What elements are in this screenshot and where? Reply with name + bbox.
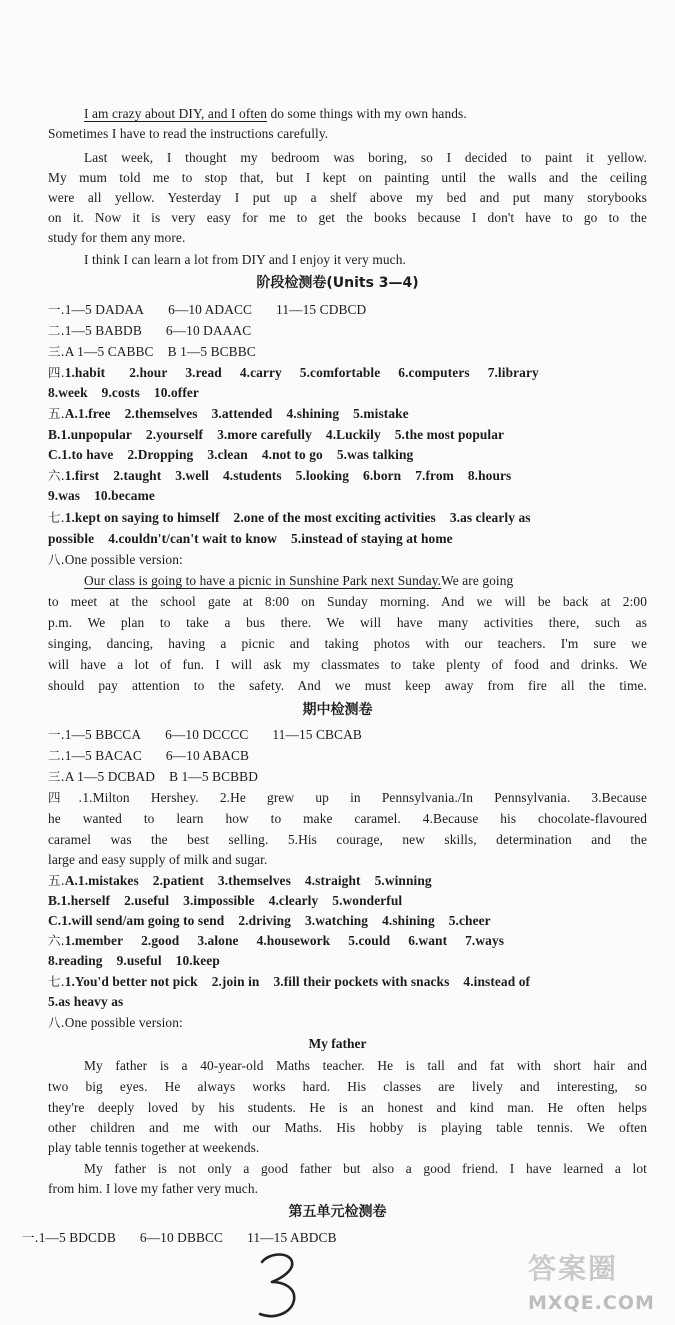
model-essay-label: One possible version: [64, 1015, 183, 1030]
s1-essay-line-4: singing, dancing, having a picnic and taking photos with our teachers. I'm sure we [48, 636, 647, 651]
s1-row-6b [48, 486, 647, 506]
s2-essay-line-5: play table tennis together at weekends. [48, 1140, 260, 1155]
row-number: 五. [48, 406, 65, 421]
watermark-logo: 答案圈 [528, 1252, 619, 1285]
row-number: 一. [22, 1230, 39, 1245]
answer-group: 11—15 ABDCB [247, 1230, 337, 1245]
row-number: 六. [48, 468, 65, 483]
handwritten-page-number [254, 1248, 304, 1324]
s2-essay-line-1: My father is a 40-year-old Maths teacher. He is tall and fat with short hair and [84, 1058, 647, 1073]
answer-group: 6—10 DCCCC [165, 727, 249, 742]
row-number: 四. [48, 365, 65, 380]
essay1-line-1-rest: do some things with my own hands. [270, 106, 467, 121]
s1-essay-line-1-rest: We are going [441, 573, 514, 588]
row-number: 二. [48, 748, 65, 763]
answer-item: 3.as clearly as [449, 510, 531, 525]
s2-row-8 [48, 1013, 647, 1033]
answer-item: 5.the most popular [394, 427, 505, 442]
s1-row-5 [48, 404, 647, 424]
answer-item: A.1.free [64, 406, 111, 421]
s2-row-5c [48, 911, 647, 931]
answer-item: 1.first [64, 468, 100, 483]
answer-item: 5.mistake [353, 406, 409, 421]
row-number: 三. [48, 344, 65, 359]
essay1-line-5: were all yellow. Yesterday I put up a shelf above my bed and put many storybooks [48, 190, 647, 205]
s1-row-5b [48, 425, 647, 445]
answer-item: 2.good [141, 933, 180, 948]
s2-row-7 [48, 972, 647, 992]
s1-essay-line-5: will have a lot of fun. I will ask my classmates to take plenty of food and drinks. We [48, 657, 647, 672]
essay1-line-4: My mum told me to stop that, but I kept on painting until the walls and the ceiling [48, 170, 647, 185]
answer-item: 3.impossible [183, 893, 255, 908]
answer-item: 5.wonderful [332, 893, 403, 908]
answer-group: B 1—5 BCBBD [169, 769, 258, 784]
answer-item: 1.kept on saying to himself [64, 510, 220, 525]
s1-row-2 [48, 321, 647, 341]
row-number: 三. [48, 769, 65, 784]
section-title-units-3-4: 阶段检测卷(Units 3—4) [256, 275, 419, 291]
answer-item: B.1.unpopular [48, 427, 132, 442]
answer-item: 6.want [408, 933, 448, 948]
answer-item: 8.reading [48, 953, 103, 968]
s1-row-3 [48, 342, 647, 362]
answer-item: 9.costs [101, 385, 140, 400]
row-number: 六. [48, 933, 65, 948]
answer-item: 10.became [94, 488, 155, 503]
answer-item: B.1.herself [48, 893, 111, 908]
model-essay-label: One possible version: [64, 552, 183, 567]
answer-item: 2.join in [211, 974, 260, 989]
answer-item: 4.housework [256, 933, 331, 948]
answer-item: 9.was [48, 488, 81, 503]
answer-item: 4.Luckily [325, 427, 381, 442]
answer-item: 4.shining [382, 913, 435, 928]
essay1-line-8: I think I can learn a lot from DIY and I enjoy it very much. [84, 252, 406, 267]
s2-essay-line-7: from him. I love my father very much. [48, 1181, 259, 1196]
s2-row-1 [48, 725, 647, 745]
s1-essay-line-1 [84, 571, 647, 591]
s1-row-5c [48, 445, 647, 465]
answer-item: 5.could [348, 933, 391, 948]
row-number: 二. [48, 323, 65, 338]
s2-essay-line-3: they're deeply loved by his students. He is an honest and kind man. He often helps [48, 1100, 647, 1115]
answer-group: A 1—5 DCBAD [64, 769, 156, 784]
answer-item: 8.week [48, 385, 88, 400]
section-title-midterm: 期中检测卷 [302, 702, 373, 718]
answer-item: 5.winning [374, 873, 432, 888]
row-number: 四. [48, 790, 83, 805]
answer-item: 5.comfortable [299, 365, 381, 380]
essay-title-my-father: My father [308, 1036, 367, 1051]
s2-row-6b [48, 951, 647, 971]
s2-row-3 [48, 767, 647, 787]
s1-row-4 [48, 363, 647, 383]
answer-item: 10.offer [153, 385, 199, 400]
answer-item: possible [48, 531, 95, 546]
answer-item: 1.habit [64, 365, 106, 380]
answer-group: 6—10 ADACC [168, 302, 253, 317]
s2-row-7b [48, 992, 647, 1012]
answer-group: B 1—5 BCBBC [167, 344, 256, 359]
s2-row-4-line-4: large and easy supply of milk and sugar. [48, 852, 268, 867]
s1-row-7 [48, 508, 647, 528]
row-number: 八. [48, 1015, 65, 1030]
answer-item: 4.clearly [268, 893, 319, 908]
answer-item: 3.well [175, 468, 209, 483]
s1-row-7b [48, 529, 647, 549]
s2-row-2 [48, 746, 647, 766]
answer-item: 5.cheer [448, 913, 491, 928]
row-number: 七. [48, 974, 65, 989]
section-title-unit-5: 第五单元检测卷 [288, 1204, 387, 1220]
s1-essay-topic-sentence: Our class is going to have a picnic in Sunshine Park next Sunday. [84, 573, 442, 588]
s1-essay-line-3: p.m. We plan to take a bus there. We will have many activities there, such as [48, 615, 647, 630]
answer-item: 9.useful [116, 953, 162, 968]
answer-item: 2.taught [113, 468, 162, 483]
s1-row-6 [48, 466, 647, 486]
answer-item: 5.looking [295, 468, 350, 483]
answer-item: 3.fill their pockets with snacks [273, 974, 450, 989]
s1-essay-line-6: should pay attention to the safety. And we must keep away from fire all the time. [48, 678, 647, 693]
answer-item: 7.ways [465, 933, 505, 948]
essay1-line-3: Last week, I thought my bedroom was boring, so I decided to paint it yellow. [84, 150, 647, 165]
answer-item: 3.more carefully [217, 427, 312, 442]
answer-item: 4.carry [239, 365, 282, 380]
answer-group: 11—15 CBCAB [272, 727, 362, 742]
s2-essay-line-4: other children and me with our Maths. His hobby is playing table tennis. We often [48, 1120, 647, 1135]
answer-item: 4.instead of [463, 974, 531, 989]
answer-item: 5.instead of staying at home [291, 531, 453, 546]
essay1-topic-sentence: I am crazy about DIY, and I often [84, 106, 268, 121]
answer-item: 4.straight [304, 873, 361, 888]
s2-essay-line-2: two big eyes. He always works hard. His classes are lively and interesting, so [48, 1079, 647, 1094]
answer-item: 4.not to go [261, 447, 323, 462]
answer-item: 1.member [64, 933, 124, 948]
answer-group: 1—5 BACAC [64, 748, 142, 763]
answer-item: 5.as heavy as [48, 994, 124, 1009]
row-number: 五. [48, 873, 65, 888]
answer-item: C.1.will send/am going to send [48, 913, 225, 928]
essay1-line-7: study for them any more. [48, 230, 186, 245]
answer-item: C.1.to have [48, 447, 114, 462]
s2-row-4-line-2: he wanted to learn how to make caramel. 4.Because his chocolate-flavoured [48, 811, 647, 826]
answer-item: 2.patient [152, 873, 204, 888]
row-number: 八. [48, 552, 65, 567]
answer-item: 2.one of the most exciting activities [233, 510, 436, 525]
answer-item: 3.alone [197, 933, 239, 948]
answer-group: 1—5 DADAA [64, 302, 145, 317]
answer-group: 1—5 BBCCA [64, 727, 142, 742]
answer-group: A 1—5 CABBC [64, 344, 154, 359]
answer-group: 11—15 CDBCD [276, 302, 367, 317]
answer-item: 7.from [415, 468, 454, 483]
answer-group: 6—10 DAAAC [165, 323, 252, 338]
s2-row-6 [48, 931, 647, 951]
answer-item: 4.students [222, 468, 282, 483]
answer-item: 6.computers [398, 365, 470, 380]
answer-item: 2.yourself [145, 427, 204, 442]
s2-essay-line-6: My father is not only a good father but also a good friend. I have learned a lot [84, 1161, 647, 1176]
answer-text: 1.Milton Hershey. 2.He grew up in Pennsylvania./In Pennsylvania. 3.Because [82, 790, 647, 805]
answer-item: A.1.mistakes [64, 873, 139, 888]
answer-item: 2.driving [238, 913, 291, 928]
answer-item: 7.library [487, 365, 539, 380]
answer-group: 6—10 ABACB [165, 748, 250, 763]
answer-item: 3.read [185, 365, 222, 380]
row-number: 一. [48, 727, 65, 742]
answer-item: 2.Dropping [127, 447, 194, 462]
answer-item: 3.watching [304, 913, 369, 928]
essay1-line-2: Sometimes I have to read the instructions carefully. [48, 126, 329, 141]
answer-item: 5.was talking [336, 447, 414, 462]
s3-row-1 [22, 1228, 647, 1248]
essay1-line-6: on it. Now it is very easy for me to get the books because I don't have to go to the [48, 210, 647, 225]
answer-item: 8.hours [467, 468, 512, 483]
watermark-url: MXQE.COM [528, 1292, 655, 1314]
s2-row-4 [48, 788, 647, 808]
answer-item: 10.keep [175, 953, 220, 968]
answer-item: 3.themselves [217, 873, 291, 888]
s1-row-1 [48, 300, 647, 320]
essay1-line-1 [84, 104, 647, 124]
answer-item: 2.useful [124, 893, 170, 908]
s2-row-5 [48, 871, 647, 891]
answer-item: 6.born [363, 468, 402, 483]
answer-group: 1—5 BABDB [64, 323, 142, 338]
s2-row-5b [48, 891, 647, 911]
answer-item: 1.You'd better not pick [64, 974, 198, 989]
row-number: 一. [48, 302, 65, 317]
s1-essay-line-2: to meet at the school gate at 8:00 on Sunday morning. And we will be back at 2:00 [48, 594, 647, 609]
s1-row-8 [48, 550, 647, 570]
answer-item: 3.clean [207, 447, 248, 462]
answer-group: 6—10 DBBCC [139, 1230, 224, 1245]
s1-row-4b [48, 383, 647, 403]
answer-item: 2.themselves [124, 406, 198, 421]
answer-item: 2.hour [129, 365, 168, 380]
row-number: 七. [48, 510, 65, 525]
s2-row-4-line-3: caramel was the best selling. 5.His courage, new skills, determination and the [48, 832, 647, 847]
answer-item: 3.attended [211, 406, 273, 421]
answer-item: 4.couldn't/can't wait to know [108, 531, 278, 546]
answer-item: 4.shining [286, 406, 340, 421]
answer-group: 1—5 BDCDB [38, 1230, 116, 1245]
